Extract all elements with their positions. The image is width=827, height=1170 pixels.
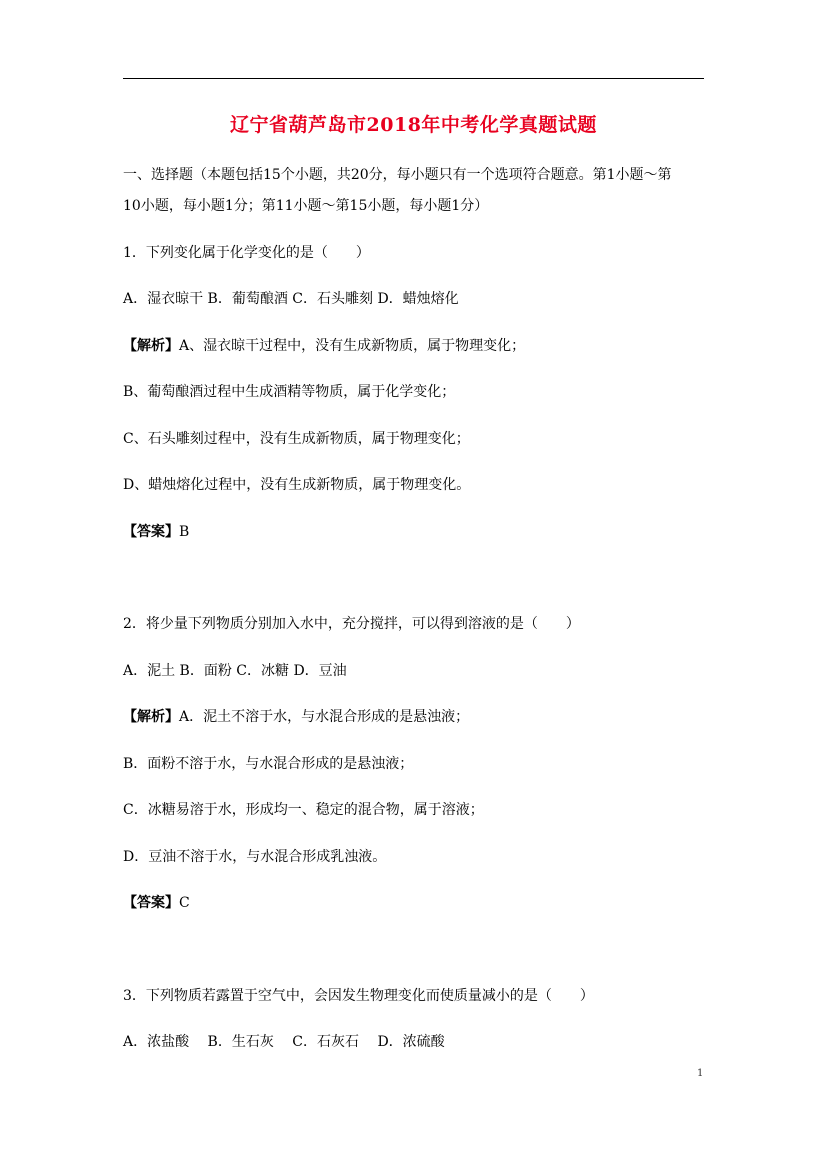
- question-2-analysis-line-2: B．面粉不溶于水，与水混合形成的是悬浊液；: [123, 756, 414, 772]
- analysis-tag: 【解析】: [123, 338, 179, 354]
- analysis-tag: 【解析】: [123, 709, 179, 725]
- question-1-analysis-line-3: C、石头雕刻过程中，没有生成新物质，属于物理变化；: [123, 431, 470, 447]
- document-title: 辽宁省葫芦岛市2018年中考化学真题试题: [230, 114, 597, 136]
- analysis-text: A、湿衣晾干过程中，没有生成新物质，属于物理变化；: [179, 338, 526, 354]
- question-1-answer: [123, 523, 189, 541]
- question-2-options: A．泥土 B．面粉 C．冰糖 D．豆油: [123, 663, 347, 679]
- answer-tag: 【答案】: [123, 524, 179, 540]
- question-2-stem: 2．将少量下列物质分别加入水中，充分搅拌，可以得到溶液的是（ ）: [123, 616, 580, 632]
- question-3-stem: 3．下列物质若露置于空气中，会因发生物理变化而使质量减小的是（ ）: [123, 988, 594, 1004]
- question-2-answer: [123, 894, 190, 912]
- question-2-analysis-line-1: [123, 708, 469, 726]
- section-header-line-2: 10小题，每小题1分；第11小题～第15小题，每小题1分）: [123, 198, 489, 214]
- answer-value: B: [179, 524, 190, 540]
- question-3-options: A．浓盐酸 B．生石灰 C．石灰石 D．浓硫酸: [123, 1034, 445, 1050]
- section-header-line-1: 一、选择题（本题包括15个小题，共20分，每小题只有一个选项符合题意。第1小题～第: [123, 167, 672, 183]
- question-2-analysis-line-4: D．豆油不溶于水，与水混合形成乳浊液。: [123, 849, 387, 865]
- analysis-text: A．泥土不溶于水，与水混合形成的是悬浊液；: [179, 709, 470, 725]
- header-rule: [123, 78, 704, 79]
- answer-value: C: [179, 895, 190, 911]
- question-1-stem: 1．下列变化属于化学变化的是（ ）: [123, 245, 370, 261]
- question-2-analysis-line-3: C．冰糖易溶于水，形成均一、稳定的混合物，属于溶液；: [123, 802, 484, 818]
- question-1-analysis-line-1: [123, 337, 525, 355]
- question-1-analysis-line-4: D、蜡烛熔化过程中，没有生成新物质，属于物理变化。: [123, 477, 471, 493]
- question-1-analysis-line-2: B、葡萄酿酒过程中生成酒精等物质，属于化学变化；: [123, 384, 456, 400]
- answer-tag: 【答案】: [123, 895, 179, 911]
- page-number: 1: [697, 1068, 704, 1079]
- question-1-options: A．湿衣晾干 B．葡萄酿酒 C．石头雕刻 D．蜡烛熔化: [123, 291, 459, 307]
